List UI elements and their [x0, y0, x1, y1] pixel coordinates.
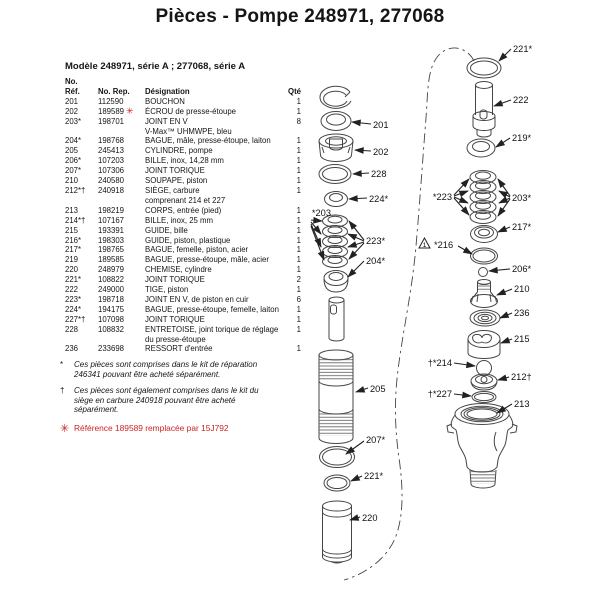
table-row: 228 108832 ENTRETOISE, joint torique de réglage du presse-étoupe 1 [65, 324, 301, 344]
table-row: 205 245413 CYLINDRE, pompe 1 [65, 146, 301, 156]
callout-label: 221* [513, 44, 533, 54]
callout-arrow [311, 220, 322, 221]
part-204-bague [324, 271, 348, 293]
callout-label: 215 [514, 334, 530, 344]
callout-label: 201 [373, 120, 389, 130]
callout-label: 219* [512, 133, 532, 143]
table-row: 216* 198303 GUIDE, piston, plastique 1 [65, 235, 301, 245]
callout-arrow [501, 339, 512, 343]
callout-label: *216 [434, 240, 454, 250]
callout-label: 222 [513, 95, 529, 105]
callout-arrow [353, 173, 369, 174]
callout-arrow [489, 269, 510, 271]
callout-label: 206* [512, 264, 532, 274]
table-row: 213 198219 CORPS, entrée (pied) 1 [65, 205, 301, 215]
footnote-text: Ces pièces sont comprises dans le kit de réparation 246341 pouvant être acheté séparément. [74, 360, 258, 379]
footnote-text: Référence 189589 remplacée par 15J792 [74, 422, 229, 433]
part-202-ecrou [319, 134, 353, 161]
warning-number: 1 [422, 241, 427, 249]
callout-label: 213 [514, 399, 530, 409]
callout-arrow [498, 199, 510, 216]
part-212-siege [471, 374, 497, 390]
table-row: 220 248979 CHEMISE, cylindre 1 [65, 265, 301, 275]
table-row: 206* 107203 BILLE, inox, 14,28 mm 1 [65, 156, 301, 166]
model-subtitle: Modèle 248971, série A ; 277068, série A [65, 61, 246, 72]
part-220-chemise [323, 501, 352, 563]
callout-label: 204* [366, 256, 386, 266]
table-row: 223* 198718 JOINT EN V, de piston en cuir 6 [65, 294, 301, 304]
callout-label: *223 [432, 192, 452, 202]
callout-arrow [458, 246, 472, 254]
table-row: 224* 194175 BAGUE, presse-étoupe, femelle, laiton 1 [65, 304, 301, 314]
part-216-guide [471, 248, 498, 264]
callout-label: 212† [511, 372, 532, 382]
table-row: 222 249000 TIGE, piston 1 [65, 285, 301, 295]
table-row: 236 233698 RESSORT d'entrée 1 [65, 344, 301, 354]
part-228-entretoise [319, 165, 351, 184]
callout-label: 223* [366, 236, 386, 246]
callout-arrow [498, 227, 510, 232]
callout-arrow [349, 243, 364, 259]
table-row: 217* 198765 BAGUE, femelle, piston, acier 1 [65, 245, 301, 255]
footnote-text: Ces pièces sont également comprises dans le kit du siège en carbure 240918 pouvant être acheté séparément. [74, 386, 259, 415]
part-219-bague [467, 139, 495, 157]
part-214-bille [477, 361, 492, 376]
callout-arrow [497, 404, 512, 413]
part-215-guide-bille [468, 331, 500, 359]
header-qty: Qté [288, 86, 301, 96]
callout-arrow [355, 150, 371, 151]
callout-arrow [348, 261, 364, 277]
header-no: No. [65, 77, 78, 86]
part-221-joint-torique-left [324, 475, 350, 491]
callout-label: 236 [514, 308, 530, 318]
footnote-marker-icon: * [60, 360, 64, 369]
part-236-ressort [470, 310, 500, 326]
table-row: 215 193391 GUIDE, bille 1 [65, 225, 301, 235]
table-row: 201 112590 BOUCHON 1 [65, 96, 301, 106]
table-row: 221* 108822 JOINT TORIQUE 2 [65, 275, 301, 285]
part-205-cylindre [319, 350, 353, 444]
part-piston-rod-lower [329, 297, 344, 341]
header-ref: Réf. [65, 86, 80, 96]
callout-label: 210 [514, 284, 530, 294]
callout-arrow [352, 122, 371, 124]
part-207-joint-torique [320, 447, 355, 468]
callout-arrow [498, 377, 509, 380]
callout-arrow [494, 100, 511, 106]
callout-arrow [454, 179, 469, 195]
part-210-soupape [471, 280, 498, 308]
tie-rod-dashdot-path [344, 48, 474, 580]
callout-arrow [499, 49, 511, 61]
table-row: 210 240580 SOUPAPE, piston 1 [65, 176, 301, 186]
callout-arrow [497, 289, 512, 295]
part-221-joint-torique-top [467, 58, 501, 78]
callout-label: 202 [373, 147, 389, 157]
callout-label: *203 [311, 208, 331, 218]
part-retaining-ring [320, 86, 351, 108]
part-222-tige [473, 82, 495, 138]
callout-arrow [454, 363, 475, 366]
callout-label: 207* [366, 435, 386, 445]
part-201-bouchon [321, 112, 351, 131]
callout-arrow [351, 476, 362, 481]
callout-arrow [454, 394, 471, 396]
callout-label: 224* [369, 194, 389, 204]
callout-label: 217* [512, 222, 532, 232]
callout-label: 205 [370, 384, 386, 394]
part-throat-packing-stack [323, 215, 348, 268]
part-213-corps [447, 404, 517, 489]
callout-label: †*214 [427, 358, 452, 368]
table-row: 207* 107306 JOINT TORIQUE 1 [65, 166, 301, 176]
part-shapes [319, 48, 517, 580]
table-row: 204* 198768 BAGUE, mâle, presse-étoupe, laiton 1 [65, 136, 301, 146]
callout-arrow [349, 198, 367, 199]
callout-label: 220 [362, 513, 378, 523]
callout-label: 203* [512, 193, 532, 203]
table-row: 214*† 107167 BILLE, inox, 25 mm 1 [65, 215, 301, 225]
table-row: 203* 198701 JOINT EN V V-Max™ UHMWPE, bleu 8 [65, 116, 301, 136]
table-row: 219 189585 BAGUE, presse-étoupe, mâle, acier 1 [65, 255, 301, 265]
header-designation: Désignation [145, 86, 190, 96]
callout-arrow [496, 138, 510, 147]
callout-arrow [346, 441, 364, 454]
part-206-bille [479, 268, 488, 277]
callout-label: †*227 [427, 389, 452, 399]
callout-arrow [356, 388, 368, 392]
footnote-marker-icon: † [60, 386, 65, 396]
table-row: 202 189589 ✳ ÉCROU de presse-étoupe 1 [65, 105, 301, 116]
table-row: 212*† 240918 SIÈGE, carbure comprenant 214 et 227 1 [65, 185, 301, 205]
callout-arrow [500, 313, 512, 318]
part-217-bague [471, 226, 498, 243]
callout-label: 221* [364, 471, 384, 481]
part-piston-packing-stack [470, 171, 496, 224]
header-rep: No. Rep. [98, 86, 130, 96]
replaced-flag-icon: ✳ [126, 105, 134, 116]
table-row: 227*† 107098 JOINT TORIQUE 1 [65, 314, 301, 324]
callout-label: 228 [371, 169, 387, 179]
part-227-joint-torique [472, 392, 496, 403]
page-title: Pièces - Pompe 248971, 277068 [155, 6, 445, 27]
footnote-marker-icon: ✳ [60, 422, 70, 435]
part-224-bague [325, 192, 348, 207]
